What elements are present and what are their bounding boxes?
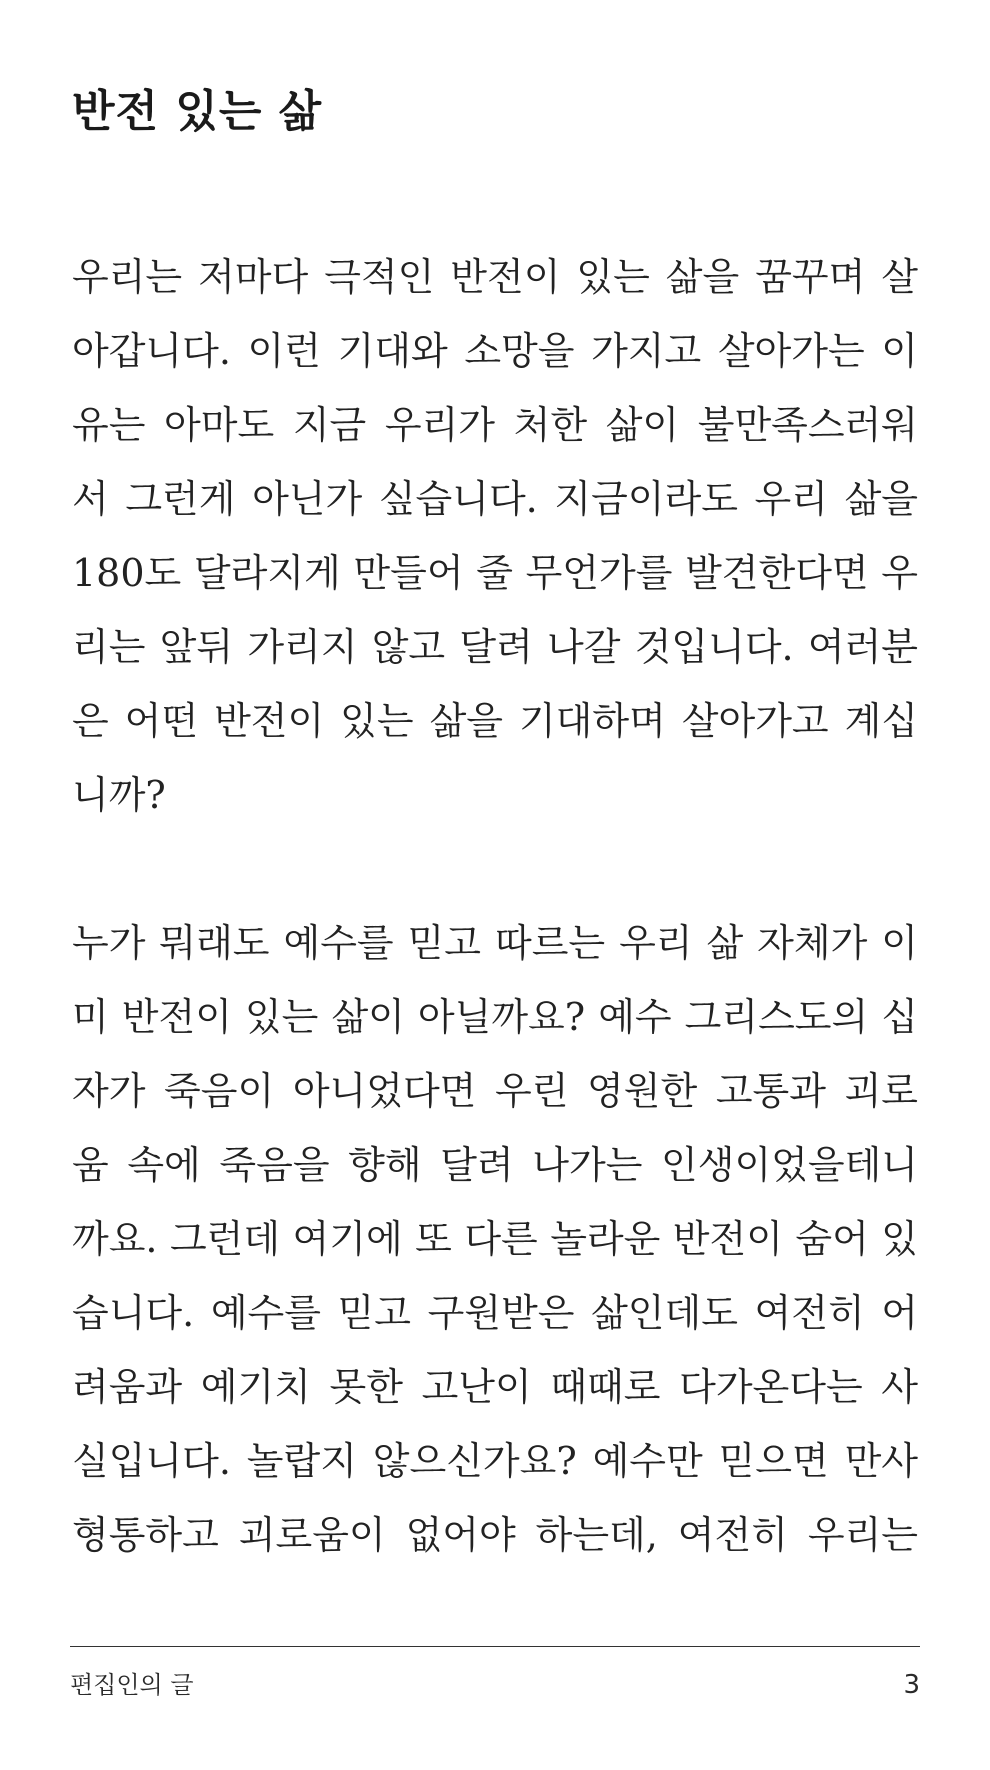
text-line: 미 반전이 있는 삶이 아닐까요? 예수 그리스도의 십	[72, 995, 918, 1039]
article-title: 반전 있는 삶	[72, 86, 323, 137]
text-line: 아갑니다. 이런 기대와 소망을 가지고 살아가는 이	[72, 329, 918, 373]
text-line: 려움과 예기치 못한 고난이 때때로 다가온다는 사	[72, 1365, 918, 1409]
text-line: 리는 앞뒤 가리지 않고 달려 나갈 것입니다. 여러분	[72, 625, 918, 669]
text-line: 180도 달라지게 만들어 줄 무언가를 발견한다면 우	[72, 551, 918, 595]
text-line: 누가 뭐래도 예수를 믿고 따르는 우리 삶 자체가 이	[72, 921, 918, 965]
text-line: 움 속에 죽음을 향해 달려 나가는 인생이었을테니	[72, 1143, 918, 1187]
text-line: 서 그런게 아닌가 싶습니다. 지금이라도 우리 삶을	[72, 477, 918, 521]
text-line: 유는 아마도 지금 우리가 처한 삶이 불만족스러워	[72, 403, 918, 447]
footer-section-label: 편집인의 글	[70, 1671, 194, 1699]
text-line: 실입니다. 놀랍지 않으신가요? 예수만 믿으면 만사	[72, 1439, 918, 1483]
text-line: 니까?	[72, 773, 166, 817]
text-line: 형통하고 괴로움이 없어야 하는데, 여전히 우리는	[72, 1513, 918, 1557]
text-line: 자가 죽음이 아니었다면 우린 영원한 고통과 괴로	[72, 1069, 918, 1113]
paragraph	[72, 240, 918, 832]
text-line: 우리는 저마다 극적인 반전이 있는 삶을 꿈꾸며 살	[72, 255, 918, 299]
text-line: 은 어떤 반전이 있는 삶을 기대하며 살아가고 계십	[72, 699, 918, 743]
paragraph-gap	[72, 832, 918, 906]
paragraph	[72, 906, 918, 1572]
page-number: 3	[903, 1670, 920, 1700]
footer-divider	[70, 1646, 920, 1647]
text-line: 까요. 그런데 여기에 또 다른 놀라운 반전이 숨어 있	[72, 1217, 918, 1261]
text-line: 습니다. 예수를 믿고 구원받은 삶인데도 여전히 어	[72, 1291, 918, 1335]
article-body	[72, 240, 918, 1572]
